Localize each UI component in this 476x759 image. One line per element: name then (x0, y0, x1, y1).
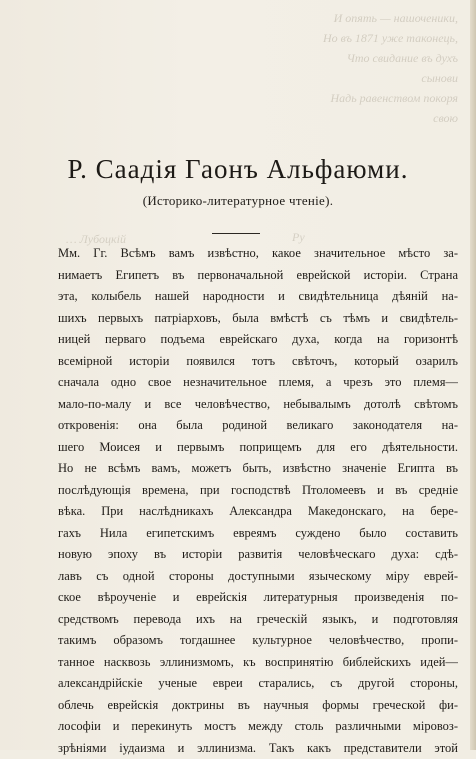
chapter-title: Р. Саадія Гаонъ Альфаюми. (0, 154, 476, 185)
bleed-mark-left: … Лубоцкій (66, 232, 126, 247)
page-edge (470, 0, 476, 750)
text-line: ницей перваго подъема еврейскаго духа, когда на горизонтѣ (58, 329, 458, 351)
text-line: вѣка. При наслѣдникахъ Александра Македонскаго, на бере- (58, 501, 458, 523)
bleed-line: Но въ 1871 уже таконець, (308, 28, 458, 48)
text-line: новую эпоху въ исторіи развитія человѣческаго духа: сдѣ- (58, 544, 458, 566)
text-line: сначала одно свое незначительное племя, а чрезъ это племя— (58, 372, 458, 394)
chapter-subtitle: (Историко-литературное чтеніе). (0, 193, 476, 209)
text-line: гахъ Нила египетскимъ евреямъ суждено было составить (58, 523, 458, 545)
text-line: нимаетъ Египетъ въ первоначальной еврейской исторіи. Страна (58, 265, 458, 287)
text-line: зрѣніями іудаизма и эллинизма. Такъ какъ представители этой (58, 738, 458, 759)
bleed-line: Что свидание въ духъ сынови (308, 48, 458, 88)
text-line: александрійскіе ученые евреи старались, съ другой стороны, (58, 673, 458, 695)
text-line: такимъ образомъ тогдашнее культурное человѣчество, пропи- (58, 630, 458, 652)
text-line: шего Моисея и первымъ поприщемъ для его дѣятельности. (58, 437, 458, 459)
text-line: откровенія: она была родиной великаго законодателя на- (58, 415, 458, 437)
text-line: лавъ съ одной стороны доступными языческому міру еврей- (58, 566, 458, 588)
text-line: послѣдующія времена, при господствѣ Птоломеевъ и въ средніе (58, 480, 458, 502)
text-line: Но не всѣмъ вамъ, можетъ быть, извѣстно значеніе Египта въ (58, 458, 458, 480)
bleed-line: И опять — нашоченики, (308, 8, 458, 28)
text-line: всемірной исторіи появился тотъ свѣточъ, который озарилъ (58, 351, 458, 373)
text-line: средствомъ перевода ихъ на греческій языкъ, и подготовляя (58, 609, 458, 631)
body-text (58, 243, 458, 759)
text-line: ское вѣроученіе и еврейскія литературныя произведенія по- (58, 587, 458, 609)
text-line: облечь еврейскія доктрины въ научныя формы греческой фи- (58, 695, 458, 717)
text-line: мало-по-малу и все человѣчество, небывалымъ дотолѣ свѣтомъ (58, 394, 458, 416)
bleed-through-text (308, 8, 458, 128)
text-line: лософіи и перекинуть мостъ между столь различными міровоз- (58, 716, 458, 738)
bleed-mark-right: Ру (292, 230, 305, 245)
bleed-line: Надь равенством покоря свою (308, 88, 458, 128)
text-line: шихъ первыхъ патріарховъ, была вмѣстѣ съ тѣмъ и свидѣтель- (58, 308, 458, 330)
divider-rule (212, 233, 260, 234)
text-line: танное насквозь эллинизмомъ, къ воспринятію библейскихъ идей— (58, 652, 458, 674)
text-line: Мм. Гг. Всѣмъ вамъ извѣстно, какое значительное мѣсто за- (58, 243, 458, 265)
text-line: эта, колыбель нашей народности и свидѣтельница дѣяній на- (58, 286, 458, 308)
